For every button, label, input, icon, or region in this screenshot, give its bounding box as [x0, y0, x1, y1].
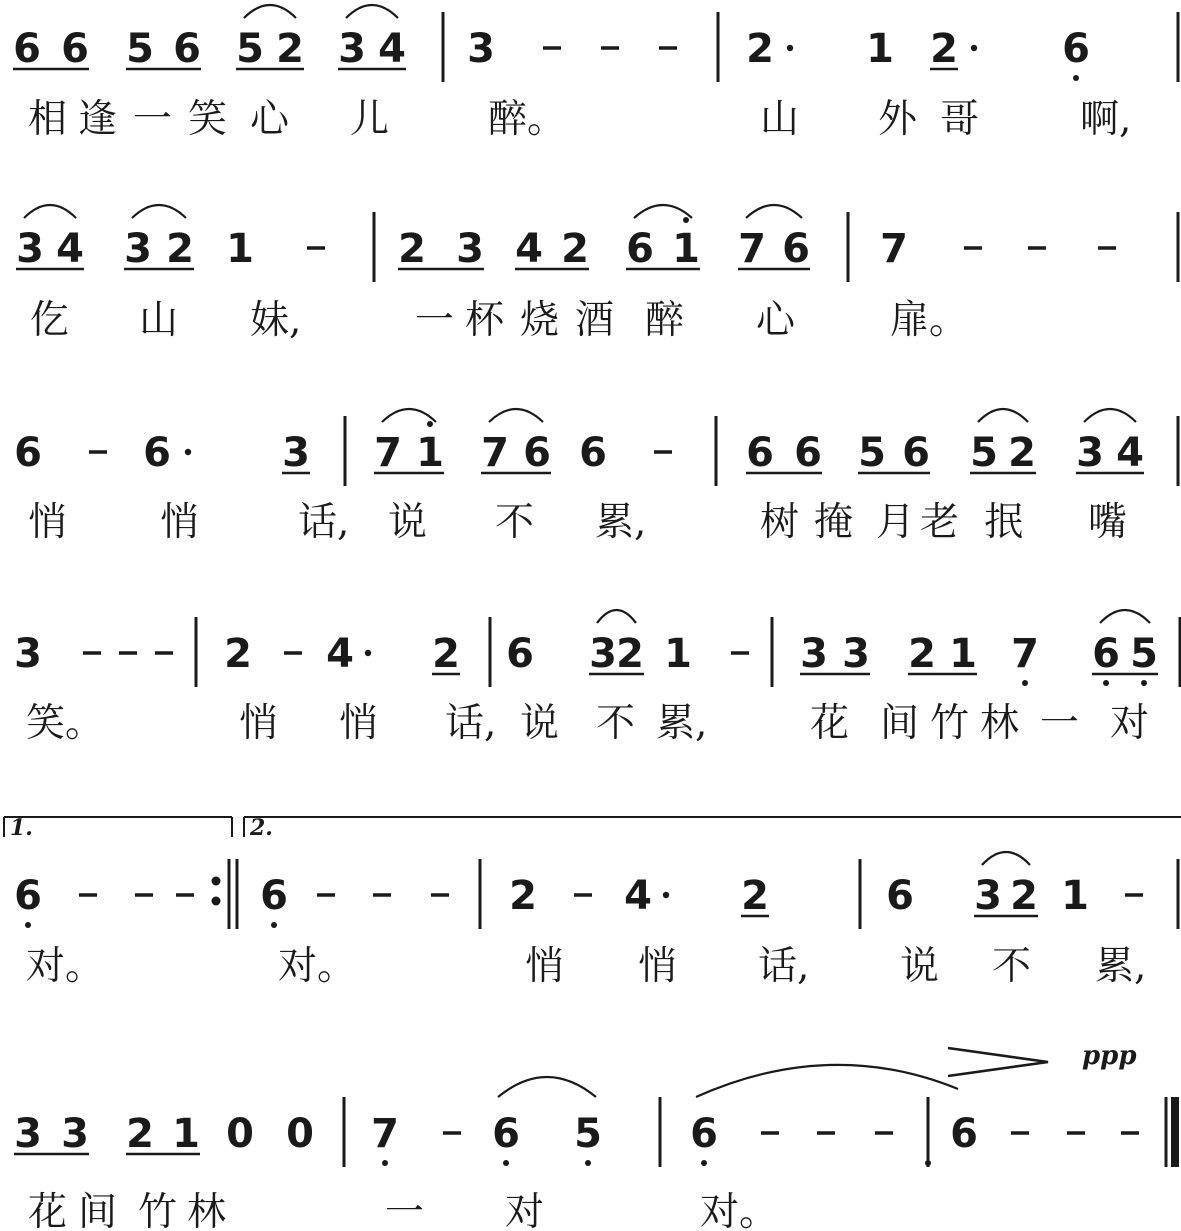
note-digit: 6 [13, 26, 41, 72]
repeat-dot [212, 877, 221, 886]
note-digit: 7 [371, 1111, 399, 1157]
note-digit: 2 [509, 873, 537, 919]
tie-arc [982, 852, 1030, 865]
low-octave-dot [271, 922, 277, 928]
note-digit: 6 [143, 430, 171, 476]
tie-arc [634, 205, 692, 218]
tie-arc [24, 205, 76, 218]
lyric-syllable: 对。 [700, 1190, 779, 1231]
lyric-syllable: 悄 [239, 701, 279, 746]
repeat-dot [212, 897, 221, 906]
note-digit: 6 [794, 430, 822, 476]
note-digit: 6 [902, 430, 930, 476]
note-digit: 4 [624, 873, 652, 919]
lyric-syllable: 烧 [520, 298, 560, 343]
note-digit: 6 [1092, 631, 1120, 677]
note-digit: 6 [690, 1111, 718, 1157]
decrescendo-hairpin [948, 1048, 1048, 1076]
lyric-syllable: 心 [756, 298, 796, 343]
lyric-syllable: 花 [810, 701, 850, 746]
note-digit: 6 [746, 430, 774, 476]
lyric-syllable: 话, [758, 944, 810, 989]
lyric-syllable: 对。 [278, 944, 357, 989]
tie-arc [244, 5, 296, 18]
lyric-syllable: 抿 [984, 500, 1024, 545]
note-digit: 0 [226, 1111, 254, 1157]
note-digit: 5 [970, 430, 998, 476]
tie-arc [978, 409, 1028, 422]
note-digit: 1 [172, 1111, 200, 1157]
note-digit: 0 [286, 1111, 314, 1157]
note-digit: 6 [626, 226, 654, 272]
lyric-syllable: 啊, [1080, 97, 1132, 142]
lyric-syllable: 累, [595, 500, 647, 545]
note-digit: 6 [492, 1111, 520, 1157]
lyric-syllable: 仡 [30, 298, 70, 343]
slur-arc [498, 1077, 596, 1097]
high-octave-dot [427, 421, 433, 427]
note-digit: 2 [276, 26, 304, 72]
low-octave-dot [585, 1160, 591, 1166]
lyric-syllable: 儿 [350, 97, 390, 142]
note-digit: 7 [880, 226, 908, 272]
note-digit: 6 [886, 873, 914, 919]
slur-arc [696, 1065, 958, 1097]
note-digit: 4 [378, 26, 406, 72]
note-digit: 4 [56, 226, 84, 272]
note-digit: 2 [561, 226, 589, 272]
note-digit: 3 [14, 631, 42, 677]
lyric-syllable: 酒 [575, 298, 615, 343]
volta-1-number: 1. [10, 815, 33, 841]
note-digit: 1 [949, 631, 977, 677]
note-digit: 3 [14, 1111, 42, 1157]
lyric-syllable: 悄 [525, 944, 565, 989]
note-digit: 4 [326, 631, 354, 677]
lyric-syllable: 一 [1040, 701, 1080, 746]
note-digit: 1 [226, 226, 254, 272]
lyric-syllable: 累, [656, 701, 708, 746]
note-digit: 4 [515, 226, 543, 272]
lyric-syllable: 说 [900, 944, 940, 989]
lyric-syllable: 林 [187, 1190, 227, 1231]
augmentation-dot [185, 449, 191, 455]
low-octave-dot [382, 1160, 388, 1166]
lyric-syllable: 月 [876, 500, 916, 545]
lyric-syllable: 对 [505, 1190, 545, 1231]
lyric-syllable: 妹, [250, 298, 302, 343]
lyric-syllable: 间 [78, 1190, 118, 1231]
note-digit: 3 [467, 26, 495, 72]
lyric-syllable: 一 [133, 97, 173, 142]
lyric-syllable: 杯 [465, 298, 505, 343]
note-digit: 6 [950, 1111, 978, 1157]
note-digit: 2 [930, 26, 958, 72]
lyric-syllable: 间 [880, 701, 920, 746]
lyric-syllable: 话, [445, 701, 497, 746]
note-digit: 3 [842, 631, 870, 677]
note-digit: 3 [589, 631, 617, 677]
note-digit: 5 [574, 1111, 602, 1157]
note-digit: 3 [800, 631, 828, 677]
note-digit: 3 [974, 873, 1002, 919]
lyric-syllable: 说 [388, 500, 428, 545]
tie-arc [382, 409, 436, 422]
note-digit: 5 [236, 26, 264, 72]
note-digit: 1 [416, 430, 444, 476]
lyric-syllable: 竹 [138, 1190, 178, 1231]
lyric-syllable: 悄 [638, 944, 678, 989]
note-digit: 6 [14, 873, 42, 919]
note-digit: 6 [1062, 26, 1090, 72]
augmentation-dot [663, 892, 669, 898]
lyric-syllable: 哥 [940, 97, 980, 142]
low-octave-dot [925, 1160, 931, 1166]
lyric-syllable: 外 [878, 97, 918, 142]
low-octave-dot [1103, 680, 1109, 686]
low-octave-dot [1022, 680, 1028, 686]
augmentation-dot [787, 45, 793, 51]
lyric-syllable: 扉。 [890, 298, 969, 343]
note-digit: 6 [579, 430, 607, 476]
note-digit: 2 [746, 26, 774, 72]
lyric-syllable: 话, [298, 500, 350, 545]
note-digit: 6 [173, 26, 201, 72]
note-digit: 5 [1130, 631, 1158, 677]
lyric-syllable: 不 [596, 701, 636, 746]
lyric-syllable: 醉。 [488, 97, 567, 142]
note-digit: 3 [124, 226, 152, 272]
note-digit: 3 [456, 226, 484, 272]
note-digit: 2 [1008, 430, 1036, 476]
augmentation-dot [971, 45, 977, 51]
note-digit: 1 [664, 631, 692, 677]
lyric-syllable: 笑 [188, 97, 228, 142]
note-digit: 2 [224, 631, 252, 677]
lyric-syllable: 一 [385, 1190, 425, 1231]
note-digit: 7 [481, 430, 509, 476]
lyric-syllable: 对 [1110, 701, 1150, 746]
lyric-syllable: 一 [415, 298, 455, 343]
tie-arc [346, 5, 398, 18]
lyric-syllable: 逢 [78, 97, 118, 142]
high-octave-dot [683, 217, 689, 223]
lyric-syllable: 山 [760, 97, 800, 142]
tie-arc [489, 409, 543, 422]
note-digit: 6 [506, 631, 534, 677]
note-digit: 7 [374, 430, 402, 476]
lyric-syllable: 不 [992, 944, 1032, 989]
note-digit: 2 [1010, 873, 1038, 919]
lyric-syllable: 嘴 [1088, 500, 1128, 545]
lyric-syllable: 树 [760, 500, 800, 545]
lyric-syllable: 心 [250, 97, 290, 142]
lyric-syllable: 累, [1095, 944, 1147, 989]
note-digit: 2 [908, 631, 936, 677]
tie-arc [746, 205, 802, 218]
note-digit: 3 [282, 430, 310, 476]
note-digit: 6 [260, 873, 288, 919]
lyric-syllable: 醉 [645, 298, 685, 343]
note-digit: 7 [1011, 631, 1039, 677]
note-digit: 3 [16, 226, 44, 272]
note-digit: 1 [866, 26, 894, 72]
low-octave-dot [701, 1160, 707, 1166]
note-digit: 6 [523, 430, 551, 476]
tie-arc [1100, 610, 1150, 623]
note-digit: 2 [432, 631, 460, 677]
note-digit: 3 [1076, 430, 1104, 476]
note-digit: 5 [858, 430, 886, 476]
note-digit: 1 [1061, 873, 1089, 919]
note-digit: 5 [126, 26, 154, 72]
note-digit: 2 [166, 226, 194, 272]
lyric-syllable: 悄 [28, 500, 68, 545]
lyric-syllable: 林 [980, 701, 1020, 746]
note-digit: 3 [338, 26, 366, 72]
low-octave-dot [25, 922, 31, 928]
lyric-syllable: 老 [920, 500, 960, 545]
volta-2-number: 2. [250, 815, 273, 841]
note-digit: 2 [398, 226, 426, 272]
lyric-syllable: 悄 [160, 500, 200, 545]
lyric-syllable: 说 [520, 701, 560, 746]
note-digit: 6 [61, 26, 89, 72]
tie-arc [597, 610, 636, 623]
note-digit: 2 [126, 1111, 154, 1157]
lyric-syllable: 悄 [339, 701, 379, 746]
lyric-syllable: 花 [28, 1190, 68, 1231]
note-digit: 2 [616, 631, 644, 677]
lyric-syllable: 相 [28, 97, 68, 142]
low-octave-dot [1073, 75, 1079, 81]
note-digit: 6 [782, 226, 810, 272]
note-digit: 7 [738, 226, 766, 272]
note-digit: 1 [672, 226, 700, 272]
note-digit: 4 [1116, 430, 1144, 476]
low-octave-dot [1141, 680, 1147, 686]
lyric-syllable: 对。 [26, 944, 105, 989]
lyric-syllable: 不 [495, 500, 535, 545]
note-digit: 2 [741, 873, 769, 919]
tie-arc [132, 205, 186, 218]
lyric-syllable: 竹 [930, 701, 970, 746]
note-digit: 6 [14, 430, 42, 476]
lyric-syllable: 掩 [814, 500, 854, 545]
tie-arc [1084, 409, 1136, 422]
note-digit: 3 [61, 1111, 89, 1157]
lyric-syllable: 笑。 [26, 701, 105, 746]
dynamic-marking: ppp [1082, 1041, 1137, 1071]
low-octave-dot [503, 1160, 509, 1166]
augmentation-dot [365, 650, 371, 656]
lyric-syllable: 山 [139, 298, 179, 343]
